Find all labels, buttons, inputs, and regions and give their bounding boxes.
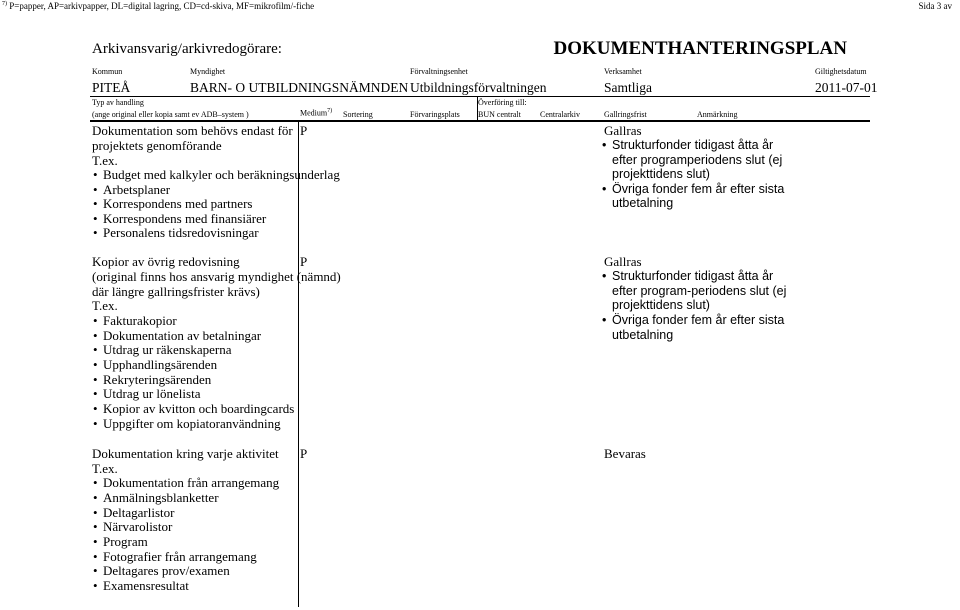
list-item: • Anmälningsblanketter: [103, 490, 219, 506]
document-title: DOKUMENTHANTERINGSPLAN: [553, 38, 847, 59]
list-item: • Korrespondens med finansiärer: [103, 211, 266, 227]
col-typ-av-handling-note: (ange original eller kopia samt ev ADB–system ): [92, 110, 249, 119]
gallring-line: utbetalning: [612, 328, 674, 342]
kommun-value: PITEÅ: [92, 80, 131, 95]
kommun-label: Kommun: [92, 67, 123, 76]
col-gallringsfrist: Gallringsfrist: [604, 110, 647, 119]
myndighet-label: Myndighet: [190, 67, 226, 76]
list-item: • Utdrag ur lönelista: [103, 386, 200, 402]
list-item: • Budget med kalkyler och beräkningsunderlag: [103, 167, 340, 183]
section-title-line: projektets genomförande: [92, 138, 222, 153]
list-item: • Utdrag ur räkenskaperna: [103, 342, 232, 358]
medium-value: P: [300, 446, 308, 461]
column-divider: [477, 96, 478, 121]
list-item: • Deltagares prov/examen: [103, 563, 230, 579]
gallring-line: • Strukturfonder tidigast åtta år: [612, 269, 773, 283]
list-item: • Kopior av kvitton och boardingcards: [103, 401, 294, 417]
gallring-line: utbetalning: [612, 196, 674, 210]
header-rule: [90, 96, 870, 97]
list-item: • Arbetsplaner: [103, 182, 170, 198]
section-title-line: Dokumentation kring varje aktivitet: [92, 446, 279, 461]
col-bun-centralt: BUN centralt: [478, 110, 521, 119]
footnote-text: P=papper, AP=arkivpapper, DL=digital lagring, CD=cd-skiva, MF=mikrofilm/-fiche: [9, 1, 315, 11]
gallring-title: Bevaras: [604, 446, 646, 461]
gallring-line: efter programperiodens slut (ej: [612, 153, 783, 167]
tex-label: T.ex.: [92, 461, 118, 476]
tex-label: T.ex.: [92, 298, 118, 313]
gallring-line: projekttidens slut): [612, 167, 710, 181]
list-item: • Uppgifter om kopiatoranvändning: [103, 416, 281, 432]
giltighetsdatum-value: 2011-07-01: [815, 80, 878, 95]
col-centralarkiv: Centralarkiv: [540, 110, 580, 119]
col-typ-av-handling: Typ av handling: [92, 98, 144, 107]
gallring-title: Gallras: [604, 123, 642, 138]
footnote: [2, 1, 314, 11]
gallring-line: • Strukturfonder tidigast åtta år: [612, 138, 773, 152]
list-item: • Fakturakopior: [103, 313, 177, 329]
myndighet-value: BARN- O UTBILDNINGSNÄMNDEN: [190, 80, 409, 95]
list-item: • Personalens tidsredovisningar: [103, 225, 259, 241]
forvaltningsenhet-value: Utbildningsförvaltningen: [410, 80, 547, 95]
gallring-line: • Övriga fonder fem år efter sista: [612, 313, 784, 327]
column-divider: [298, 122, 299, 607]
gallring-title: Gallras: [604, 254, 642, 269]
verksamhet-label: Verksamhet: [604, 67, 642, 76]
archive-responsible-label: Arkivansvarig/arkivredogörare:: [92, 41, 282, 57]
col-anmarkning: Anmärkning: [697, 110, 738, 119]
tex-label: T.ex.: [92, 153, 118, 168]
section-title-line: (original finns hos ansvarig myndighet (nämnd): [92, 269, 341, 284]
list-item: • Närvarolistor: [103, 519, 172, 535]
col-medium: Medium$^{7)}$: [300, 108, 333, 118]
medium-value: P: [300, 254, 308, 269]
page-number: Sida 3 av: [918, 1, 952, 11]
gallring-line: projekttidens slut): [612, 298, 710, 312]
col-forvaringsplats: Förvaringsplats: [410, 110, 460, 119]
list-item: • Korrespondens med partners: [103, 196, 252, 212]
footnote-marker: 7): [2, 1, 7, 7]
forvaltningsenhet-label: Förvaltningsenhet: [410, 67, 468, 76]
col-overforing-till: Överföring till:: [478, 98, 527, 107]
gallring-line: • Övriga fonder fem år efter sista: [612, 182, 784, 196]
col-sortering: Sortering: [343, 110, 373, 119]
list-item: • Program: [103, 534, 148, 550]
medium-value: P: [300, 123, 308, 138]
list-item: • Rekryteringsärenden: [103, 372, 211, 388]
list-item: • Deltagarlistor: [103, 505, 174, 521]
list-item: • Examensresultat: [103, 578, 189, 594]
gallring-line: efter program-periodens slut (ej: [612, 284, 787, 298]
list-item: • Dokumentation av betalningar: [103, 328, 261, 344]
list-item: • Upphandlingsärenden: [103, 357, 217, 373]
verksamhet-value: Samtliga: [604, 80, 652, 95]
list-item: • Dokumentation från arrangemang: [103, 475, 279, 491]
column-header-rule: [90, 120, 870, 122]
section-title-line: där längre gallringsfrister krävs): [92, 284, 260, 299]
giltighetsdatum-label: Giltighetsdatum: [815, 67, 867, 76]
section-title-line: Kopior av övrig redovisning: [92, 254, 240, 269]
section-title-line: Dokumentation som behövs endast för: [92, 123, 293, 138]
list-item: • Fotografier från arrangemang: [103, 549, 257, 565]
